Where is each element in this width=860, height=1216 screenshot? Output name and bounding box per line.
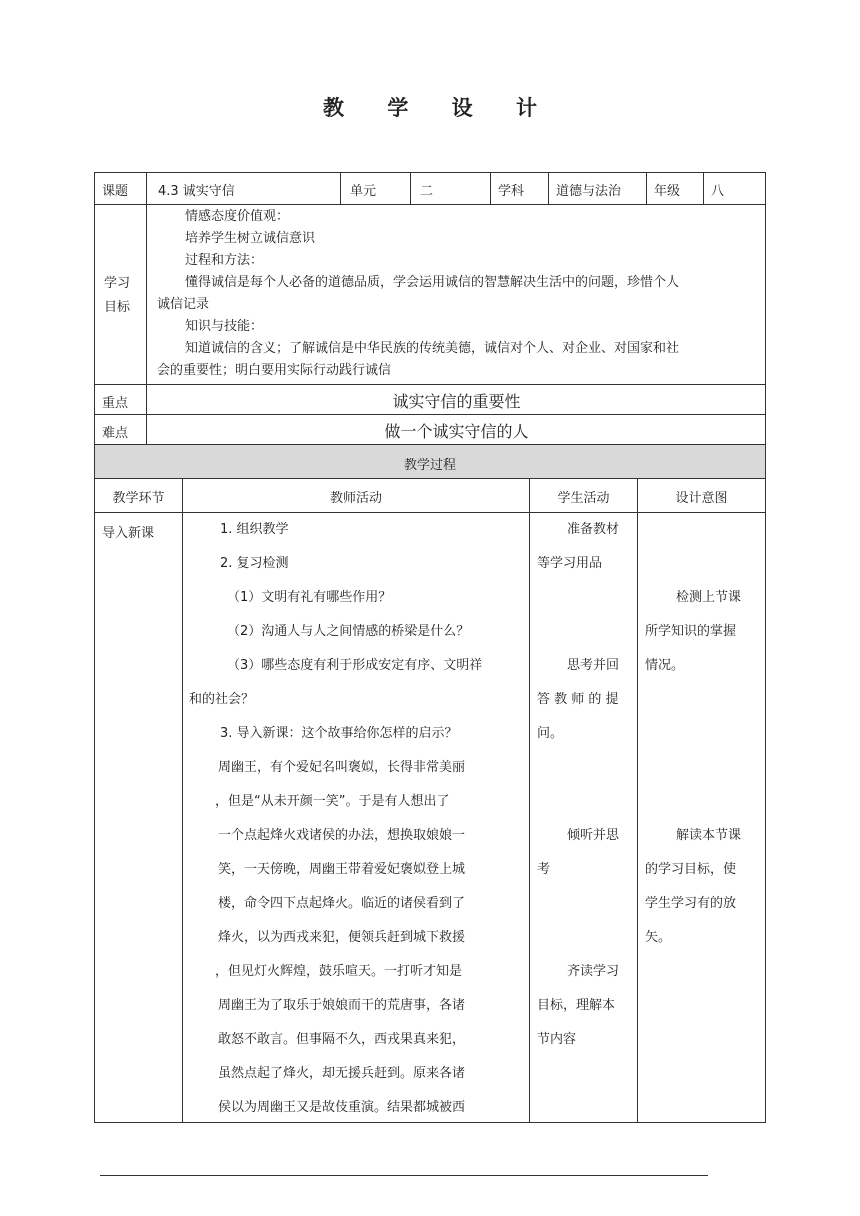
teacher-line: （2）沟通人与人之间情感的桥梁是什么？ (227, 624, 470, 639)
difficulty-label: 难点 (102, 426, 129, 441)
student-line: 思考并回 (567, 658, 620, 673)
teacher-line: 楼，命令四下点起烽火。临近的诸侯看到了 (218, 896, 466, 911)
column-header: 教学环节 (112, 491, 165, 506)
objective-line: 懂得诚信是每个人必备的道德品质，学会运用诚信的智慧解决生活中的问题，珍惜个人 (185, 275, 680, 290)
intent-line: 情况。 (645, 658, 685, 673)
teacher-line: （3）哪些态度有利于形成安定有序、文明祥 (227, 658, 483, 673)
column-header: 教师活动 (329, 491, 382, 506)
col-divider (182, 478, 183, 1123)
student-line: 答 教 师 的 提 (537, 692, 619, 707)
subject-value: 道德与法治 (556, 184, 622, 199)
objective-line: 诚信记录 (157, 297, 210, 312)
teacher-line: 3. 导入新课：这个故事给你怎样的启示？ (220, 726, 458, 741)
objective-line: 知道诚信的含义；了解诚信是中华民族的传统美德，诚信对个人、对企业、对国家和社 (185, 341, 680, 356)
objectives-text (157, 206, 679, 382)
topic-label: 课题 (102, 184, 129, 199)
objective-line: 过程和方法： (185, 253, 264, 268)
col-divider (410, 172, 411, 204)
teacher-line: ，但是“从未开颜一笑”。于是有人想出了 (215, 794, 450, 809)
intent-line: 解读本节课 (676, 828, 742, 843)
column-header: 设计意图 (675, 491, 728, 506)
objectives-label-line: 目标 (104, 300, 131, 315)
design-intent (645, 513, 741, 955)
difficulty-value: 做一个诚实守信的人 (384, 422, 529, 441)
teacher-line: （1）文明有礼有哪些作用？ (227, 590, 392, 605)
col-divider (646, 172, 647, 204)
intent-line: 的学习目标，使 (645, 862, 737, 877)
student-line: 节内容 (537, 1032, 577, 1047)
teacher-line: ，但见灯火辉煌，鼓乐喧天。一打听才知是 (215, 964, 463, 979)
intent-line (645, 785, 741, 819)
teacher-line: 1. 组织教学 (220, 522, 289, 537)
col-divider (490, 172, 491, 204)
teacher-line: 周幽王为了取乐于娘娘而干的荒唐事，各诸 (218, 998, 466, 1013)
intent-line: 学生学习有的放 (645, 896, 737, 911)
student-line (537, 921, 619, 955)
teacher-line: 2. 复习检测 (220, 556, 289, 571)
objective-line: 知识与技能： (185, 319, 264, 334)
page-title: 教 学 设 计 (323, 96, 555, 120)
subject-label: 学科 (498, 184, 525, 199)
col-divider (529, 478, 530, 1123)
intent-line (645, 683, 741, 717)
grade-label: 年级 (654, 184, 681, 199)
student-line (537, 751, 619, 785)
objectives-label (104, 272, 130, 320)
student-line: 倾听并思 (567, 828, 620, 843)
col-divider (703, 172, 704, 204)
intent-line: 矢。 (645, 930, 672, 945)
objective-line: 会的重要性；明白要用实际行动践行诚信 (157, 363, 392, 378)
row-divider (94, 414, 766, 415)
process-header: 教学过程 (403, 458, 456, 473)
student-activity (537, 513, 619, 1057)
student-line (537, 785, 619, 819)
student-line (537, 581, 619, 615)
col-divider (340, 172, 341, 204)
student-line: 准备教材 (567, 522, 620, 537)
row-divider (94, 384, 766, 385)
student-line (537, 615, 619, 649)
intent-line: 所学知识的掌握 (645, 624, 737, 639)
key-point-value: 诚实守信的重要性 (392, 392, 521, 411)
teacher-line: 侯以为周幽王又是故伎重演。结果都城被西 (218, 1100, 466, 1115)
student-line: 齐读学习 (567, 964, 620, 979)
teacher-line: 敢怒不敢言。但事隔不久，西戎果真来犯， (218, 1032, 466, 1047)
teacher-line: 烽火，以为西戎来犯，便领兵赶到城下救援 (218, 930, 466, 945)
teacher-line: 周幽王，有个爱妃名叫褒姒，长得非常美丽 (218, 760, 466, 775)
intent-line (645, 547, 741, 581)
intent-line (645, 513, 741, 547)
unit-value: 二 (420, 184, 434, 199)
objective-line: 培养学生树立诚信意识 (185, 231, 316, 246)
student-line: 问。 (537, 726, 564, 741)
column-header: 学生活动 (557, 491, 610, 506)
unit-label: 单元 (350, 184, 377, 199)
objectives-label-line: 学习 (104, 276, 131, 291)
teacher-activity (189, 513, 482, 1125)
col-divider (637, 478, 638, 1123)
objective-line: 情感态度价值观： (185, 209, 290, 224)
stage-label: 导入新课 (102, 526, 155, 541)
grade-value: 八 (711, 184, 725, 199)
topic-value: 4.3 诚实守信 (158, 184, 235, 199)
teacher-line: 笑，一天傍晚，周幽王带着爱妃褒姒登上城 (218, 862, 466, 877)
student-line: 考 (537, 862, 551, 877)
intent-line (645, 751, 741, 785)
intent-line: 检测上节课 (676, 590, 742, 605)
teacher-line: 一个点起烽火戏诸侯的办法，想换取娘娘一 (218, 828, 466, 843)
row-divider (94, 478, 766, 479)
teacher-line: 和的社会？ (189, 692, 255, 707)
col-divider (548, 172, 549, 204)
student-line: 等学习用品 (537, 556, 603, 571)
student-line (537, 887, 619, 921)
row-divider (94, 204, 766, 205)
teacher-line: 虽然点起了烽火，却无援兵赶到。原来各诸 (218, 1066, 466, 1081)
intent-line (645, 717, 741, 751)
student-line: 目标，理解本 (537, 998, 616, 1013)
footer-rule (100, 1175, 708, 1176)
key-point-label: 重点 (102, 396, 129, 411)
